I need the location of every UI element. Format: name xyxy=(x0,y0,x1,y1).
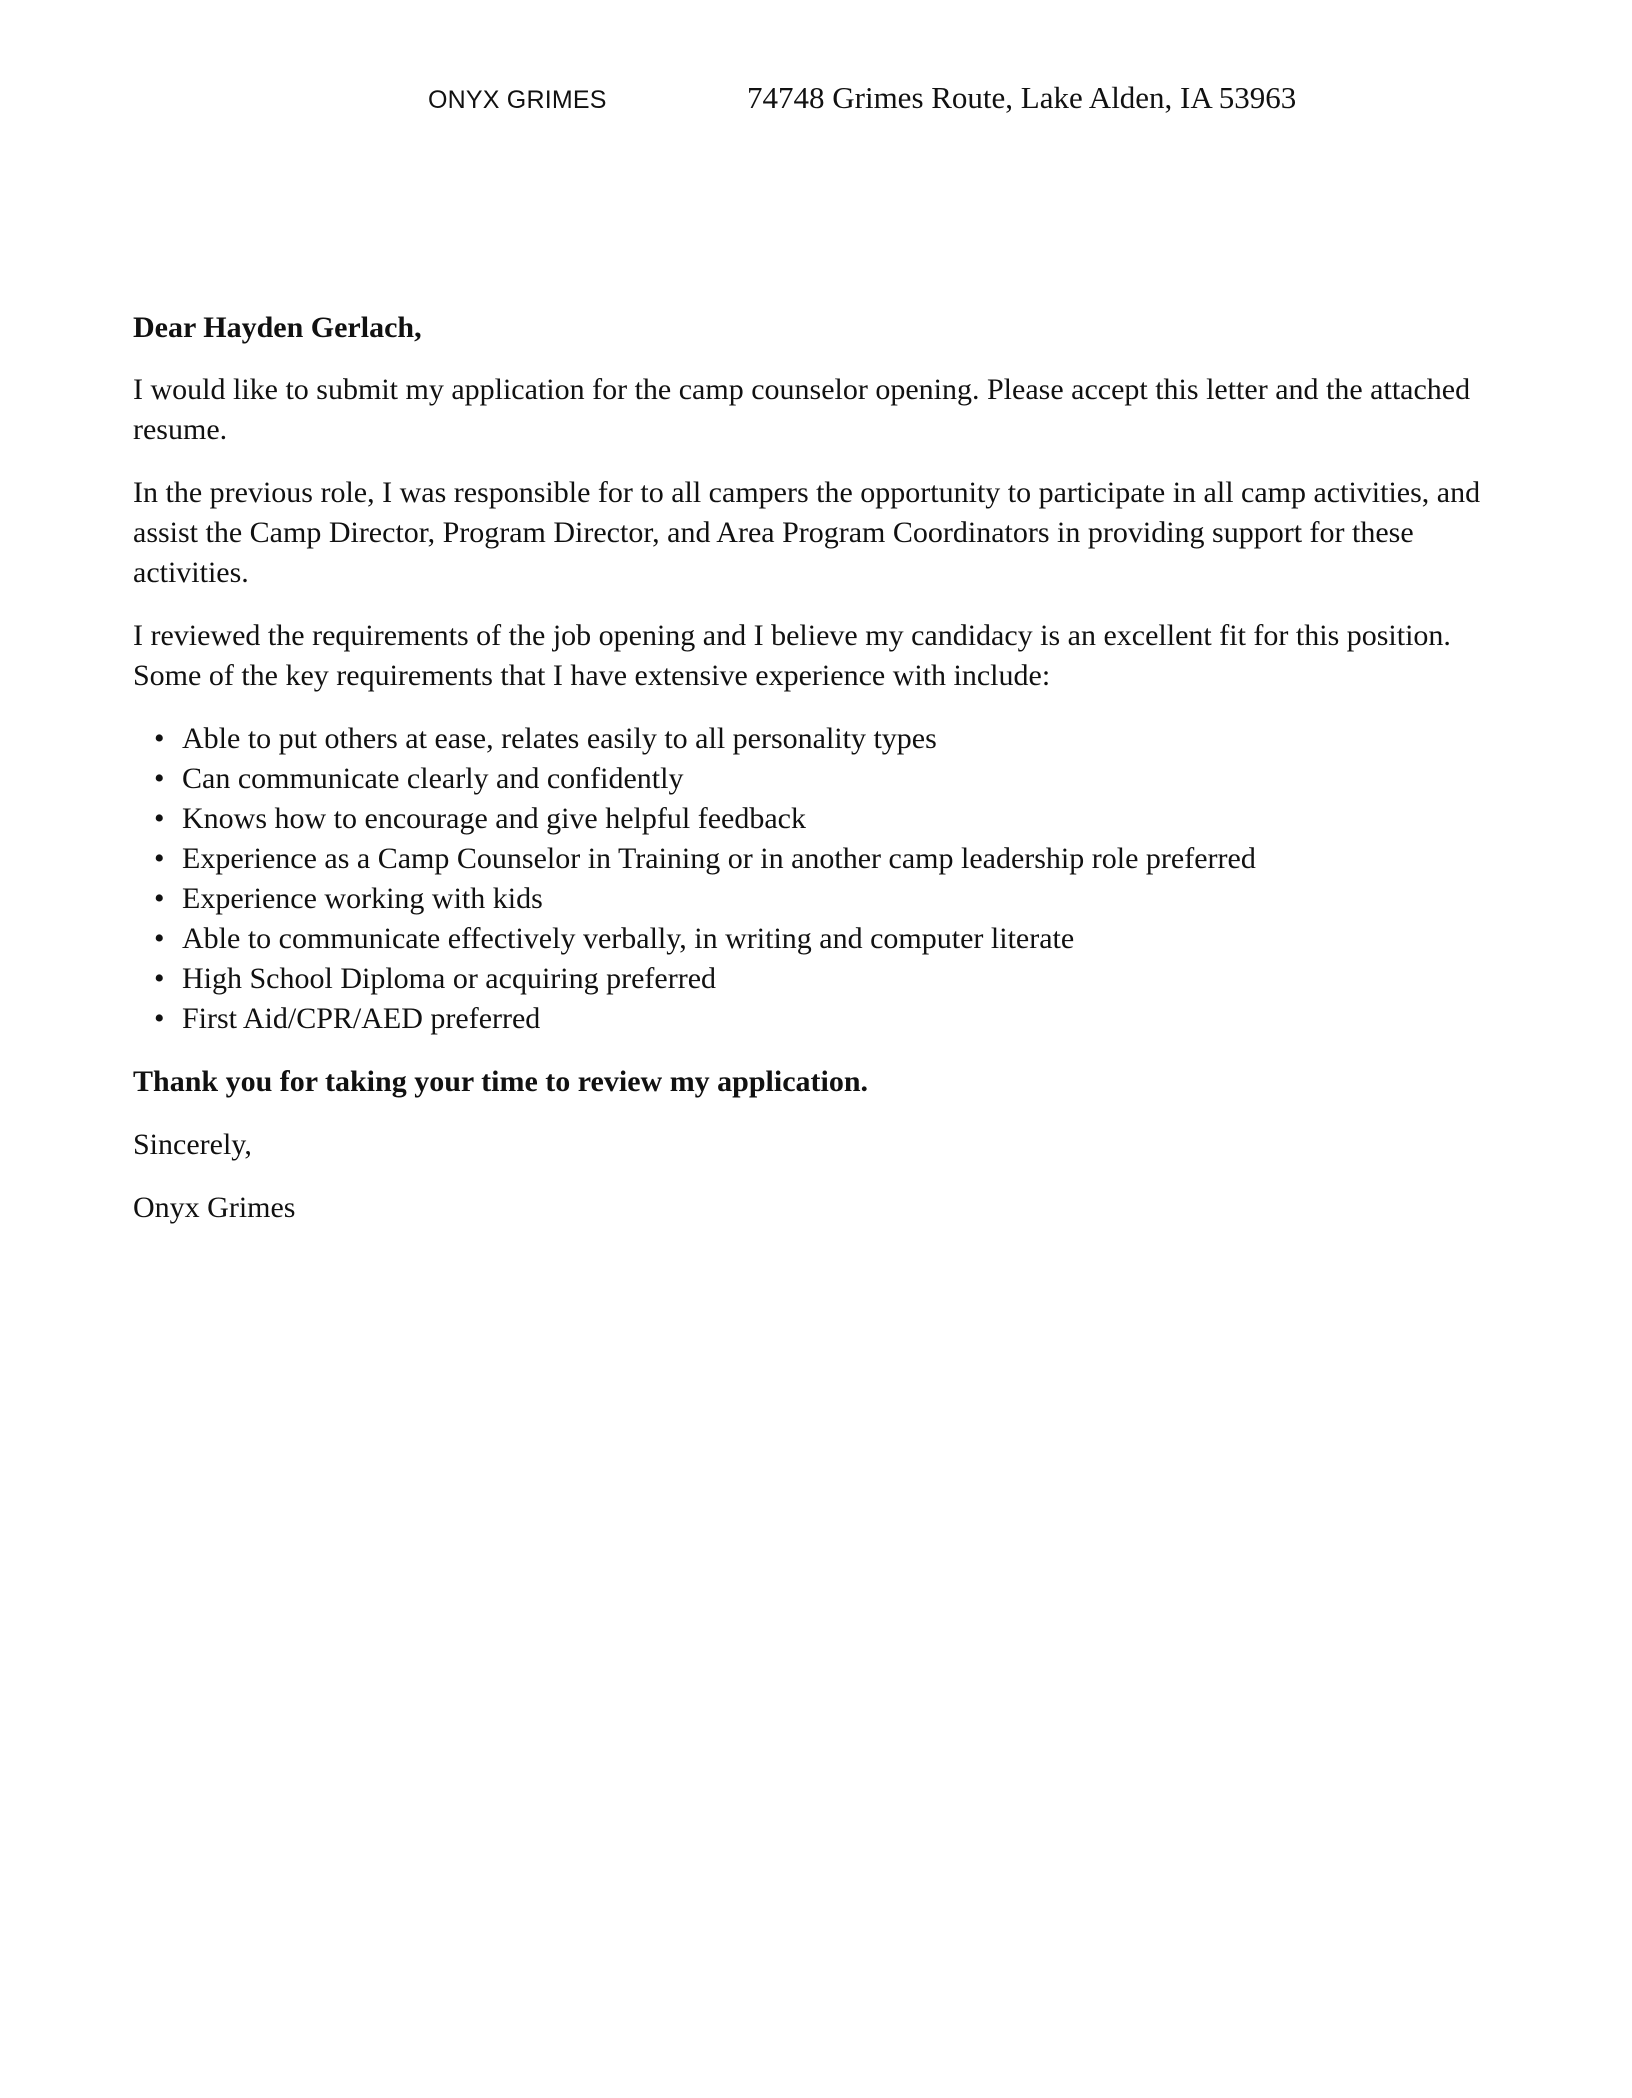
bullet-icon: • xyxy=(154,762,165,795)
list-item xyxy=(133,759,1513,799)
letter-body xyxy=(133,308,1513,1251)
bullet-icon: • xyxy=(154,962,165,995)
list-item-text: First Aid/CPR/AED preferred xyxy=(182,1002,541,1035)
list-item xyxy=(133,959,1513,999)
closing: Sincerely, xyxy=(133,1128,252,1161)
list-item xyxy=(133,719,1513,759)
list-item xyxy=(133,999,1513,1039)
bullet-icon: • xyxy=(154,842,165,875)
list-item xyxy=(133,839,1513,879)
list-item-text: High School Diploma or acquiring preferred xyxy=(182,962,717,995)
sender-name: ONYX GRIMES xyxy=(428,86,607,114)
letter-header xyxy=(0,80,1632,120)
list-item-text: Can communicate clearly and confidently xyxy=(182,762,684,795)
list-item-text: Experience as a Camp Counselor in Training or in another camp leadership role preferred xyxy=(182,842,1256,875)
bullet-icon: • xyxy=(154,922,165,955)
requirements-list xyxy=(133,719,1513,1039)
bullet-icon: • xyxy=(154,882,165,915)
list-item xyxy=(133,799,1513,839)
list-item-text: Experience working with kids xyxy=(182,882,543,915)
intro-paragraph: I would like to submit my application for the camp counselor opening. Please accept this letter and the attached resume. xyxy=(133,373,1471,446)
thanks-line: Thank you for taking your time to review my application. xyxy=(133,1065,869,1098)
bullet-icon: • xyxy=(154,722,165,755)
experience-paragraph: In the previous role, I was responsible for to all campers the opportunity to participate in all camp activities, and assist the Camp Director, Program Director, and Area Program Coordinators in providing support for these activities. xyxy=(133,476,1481,589)
list-item-text: Knows how to encourage and give helpful feedback xyxy=(182,802,806,835)
list-item xyxy=(133,919,1513,959)
sender-address: 74748 Grimes Route, Lake Alden, IA 53963 xyxy=(747,80,1297,115)
salutation: Dear Hayden Gerlach, xyxy=(133,311,422,344)
bullet-icon: • xyxy=(154,1002,165,1035)
bullet-icon: • xyxy=(154,802,165,835)
list-item-text: Able to communicate effectively verbally, in writing and computer literate xyxy=(182,922,1075,955)
signature: Onyx Grimes xyxy=(133,1191,296,1224)
list-item-text: Able to put others at ease, relates easily to all personality types xyxy=(182,722,937,755)
list-item xyxy=(133,879,1513,919)
requirements-intro-paragraph: I reviewed the requirements of the job opening and I believe my candidacy is an excellent fit for this position. Some of the key requirements that I have extensive experience with include: xyxy=(133,619,1451,692)
